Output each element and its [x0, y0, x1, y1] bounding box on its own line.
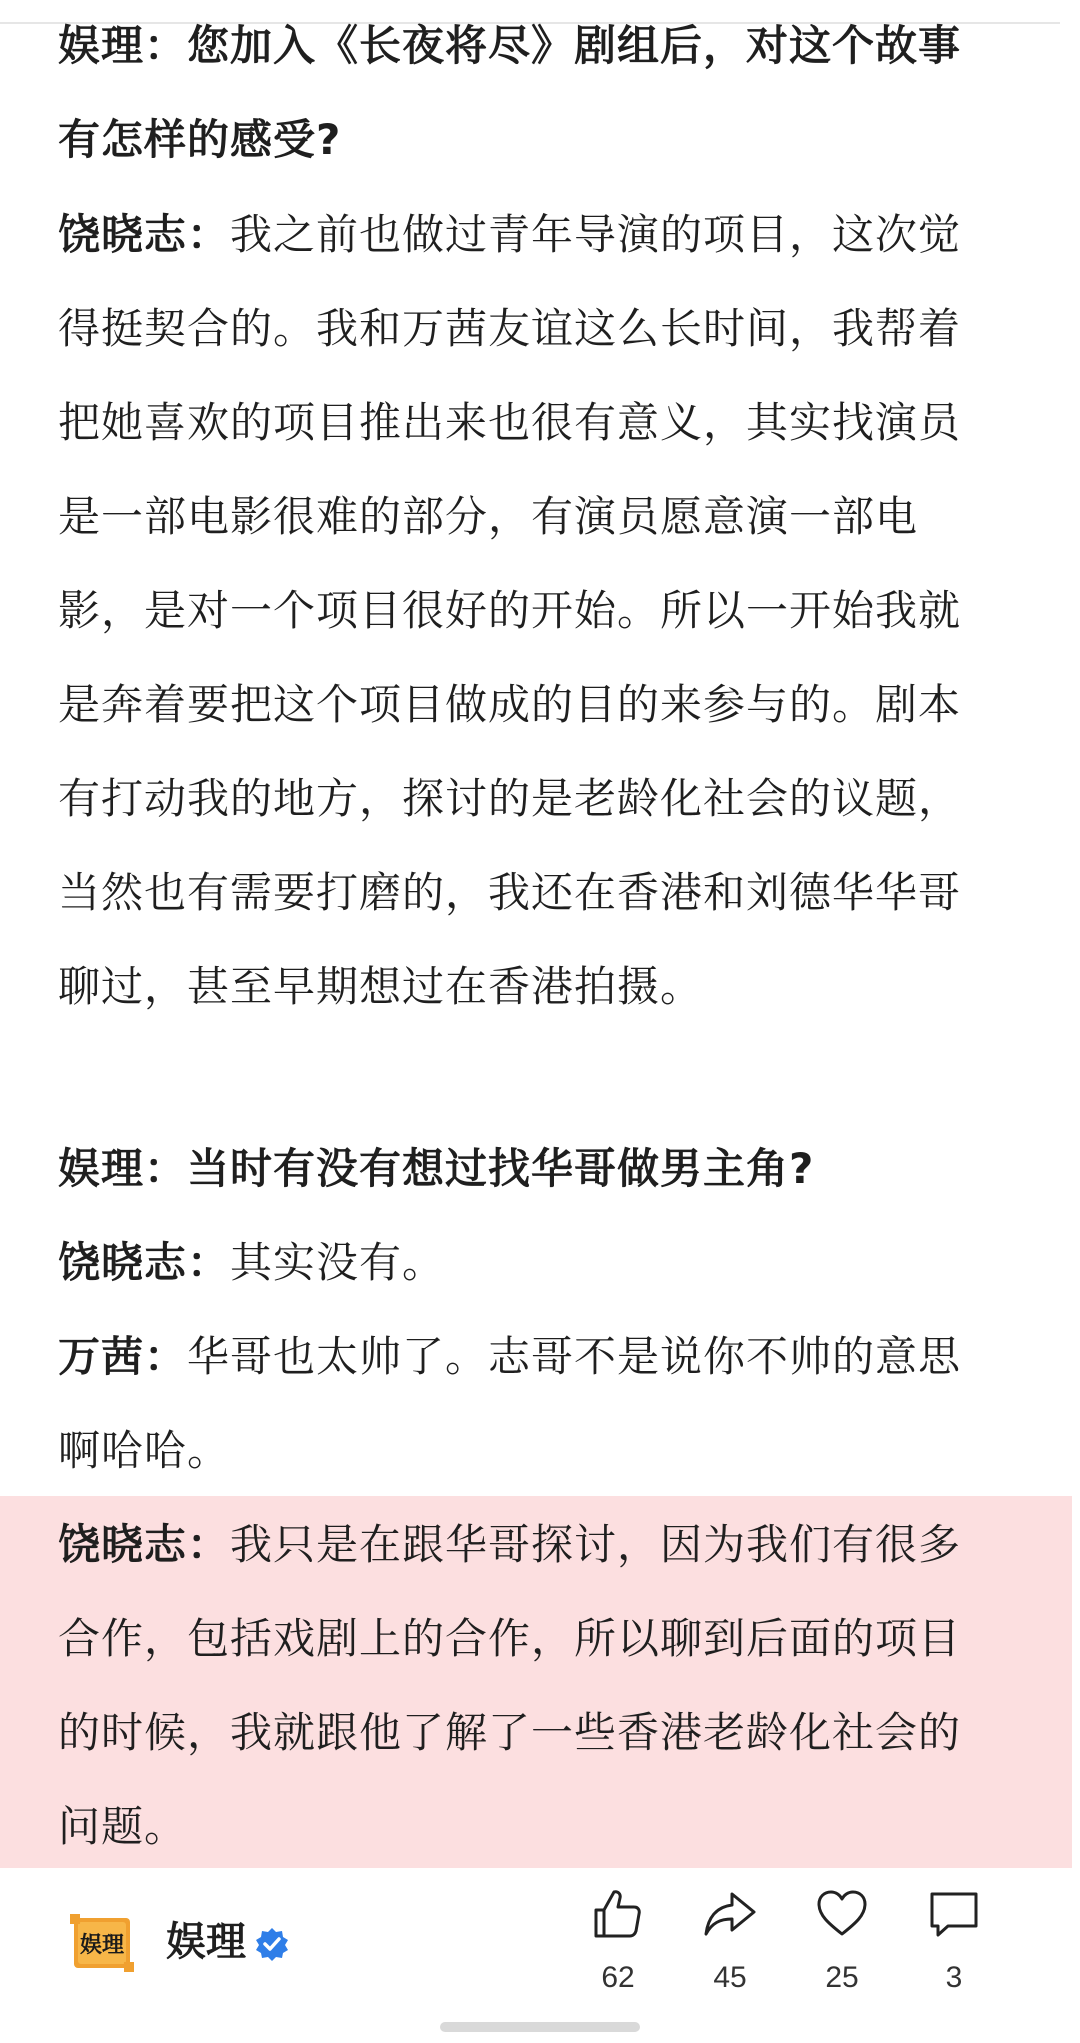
- answer-1-line-3: 把她喜欢的项目推出来也很有意义，其实找演员: [58, 398, 962, 447]
- answer-1-line-6: 是奔着要把这个项目做成的目的来参与的。剧本: [58, 680, 962, 729]
- answer-2-text: 其实没有。: [230, 1238, 446, 1287]
- post-action-bar: [0, 1868, 1072, 2043]
- account-name[interactable]: 娱理: [166, 1919, 246, 1965]
- answer-4-line-1: [58, 1515, 961, 1575]
- answer-3-line-1: [58, 1327, 961, 1387]
- answer-1-line-1: [58, 205, 961, 265]
- answer-1-line-8: 当然也有需要打磨的，我还在香港和刘德华华哥: [58, 868, 962, 917]
- speaker-label: 饶晓志：: [58, 210, 231, 259]
- heart-icon: [814, 1886, 870, 1942]
- answer-1-line-9: 聊过，甚至早期想过在香港拍摄。: [58, 962, 704, 1011]
- answer-1-line-4: 是一部电影很难的部分，有演员愿意演一部电: [58, 492, 919, 541]
- verified-badge-icon: [254, 1926, 290, 1962]
- answer-4-line-3: 的时候，我就跟他了解了一些香港老龄化社会的: [58, 1708, 962, 1757]
- account-avatar[interactable]: [68, 1908, 136, 1976]
- thumbs-up-icon: [590, 1886, 646, 1942]
- speaker-label: 饶晓志：: [58, 1520, 231, 1569]
- answer-3-line-2: 啊哈哈。: [58, 1426, 231, 1475]
- favorite-button[interactable]: [802, 1886, 882, 2006]
- yuli-logo-icon: [68, 1908, 136, 1976]
- question-1-line-2: 有怎样的感受?: [58, 115, 342, 164]
- answer-4-text: 我只是在跟华哥探讨，因为我们有很多: [230, 1520, 962, 1569]
- question-2: 娱理：当时有没有想过找华哥做男主角?: [58, 1144, 815, 1193]
- answer-1-line-2: 得挺契合的。我和万茜友谊这么长时间，我帮着: [58, 304, 962, 353]
- answer-1-line-7: 有打动我的地方，探讨的是老龄化社会的议题，: [58, 774, 962, 823]
- share-button[interactable]: [690, 1886, 770, 2006]
- answer-2-line-1: [58, 1233, 445, 1293]
- like-count: 62: [601, 1961, 635, 1994]
- question-1-line-1: 娱理：您加入《长夜将尽》剧组后，对这个故事: [58, 21, 962, 70]
- answer-1-line-5: 影，是对一个项目很好的开始。所以一开始我就: [58, 586, 962, 635]
- like-button[interactable]: [578, 1886, 658, 2006]
- share-count: 45: [713, 1961, 747, 1994]
- speaker-label: 饶晓志：: [58, 1238, 231, 1287]
- share-arrow-icon: [702, 1886, 758, 1942]
- comment-bubble-icon: [926, 1886, 982, 1942]
- speaker-label: 万茜：: [58, 1332, 188, 1381]
- answer-4-line-4: 问题。: [58, 1802, 188, 1851]
- comment-count: 3: [945, 1961, 963, 1994]
- comment-button[interactable]: [914, 1886, 994, 2006]
- answer-4-line-2: 合作，包括戏剧上的合作，所以聊到后面的项目: [58, 1614, 962, 1663]
- favorite-count: 25: [825, 1961, 859, 1994]
- answer-1-text: 我之前也做过青年导演的项目，这次觉: [230, 210, 962, 259]
- answer-3-text: 华哥也太帅了。志哥不是说你不帅的意思: [187, 1332, 962, 1381]
- avatar-logo-text: 娱理: [79, 1933, 125, 1958]
- home-indicator[interactable]: [440, 2022, 640, 2032]
